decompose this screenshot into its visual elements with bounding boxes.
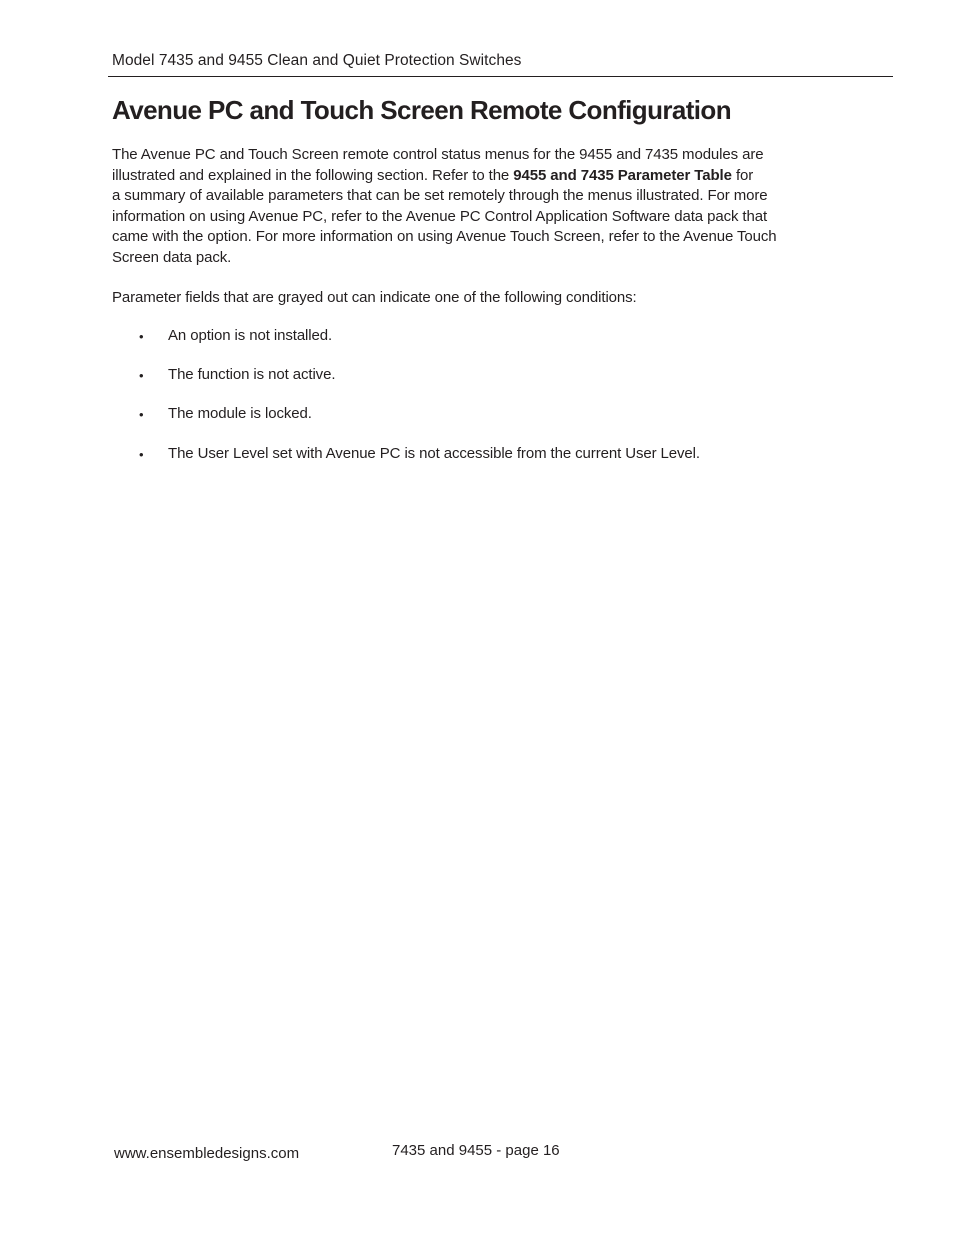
intro-line-2 — [112, 166, 852, 187]
intro-line-4: information on using Avenue PC, refer to the Avenue PC Control Application Software data pack that — [112, 207, 768, 225]
parameter-table-reference: 9455 and 7435 Parameter Table — [513, 166, 732, 184]
list-item-text: An option is not installed. — [168, 327, 333, 344]
section-title: Avenue PC and Touch Screen Remote Configuration — [112, 95, 731, 125]
list-item-text: The function is not active. — [168, 366, 336, 383]
intro-line-5: came with the option. For more information on using Avenue Touch Screen, refer to the Avenue Touch — [112, 228, 777, 246]
intro-line-2-text: illustrated and explained in the following section. Refer to the — [112, 166, 514, 184]
conditions-lead: Parameter fields that are grayed out can indicate one of the following conditions: — [112, 289, 637, 306]
bullet-icon: • — [139, 447, 144, 462]
bullet-icon: • — [139, 407, 144, 422]
bullet-icon: • — [139, 329, 144, 344]
footer-website-link[interactable]: www.ensembledesigns.com — [114, 1145, 300, 1162]
list-item-text: The module is locked. — [168, 405, 312, 422]
list-item-text: The User Level set with Avenue PC is not accessible from the current User Level. — [168, 445, 700, 462]
intro-line-6: Screen data pack. — [112, 248, 232, 266]
header-divider — [108, 76, 893, 77]
running-header-title: Model 7435 and 9455 Clean and Quiet Protection Switches — [112, 52, 522, 69]
intro-line-2-tail: for — [731, 166, 754, 184]
intro-paragraph — [112, 145, 852, 269]
footer-page-number: 7435 and 9455 - page 16 — [392, 1142, 560, 1159]
intro-line-1: The Avenue PC and Touch Screen remote control status menus for the 9455 and 7435 modules are — [112, 146, 764, 163]
bullet-icon: • — [139, 368, 144, 383]
intro-line-3: a summary of available parameters that can be set remotely through the menus illustrated. For more — [112, 187, 768, 205]
